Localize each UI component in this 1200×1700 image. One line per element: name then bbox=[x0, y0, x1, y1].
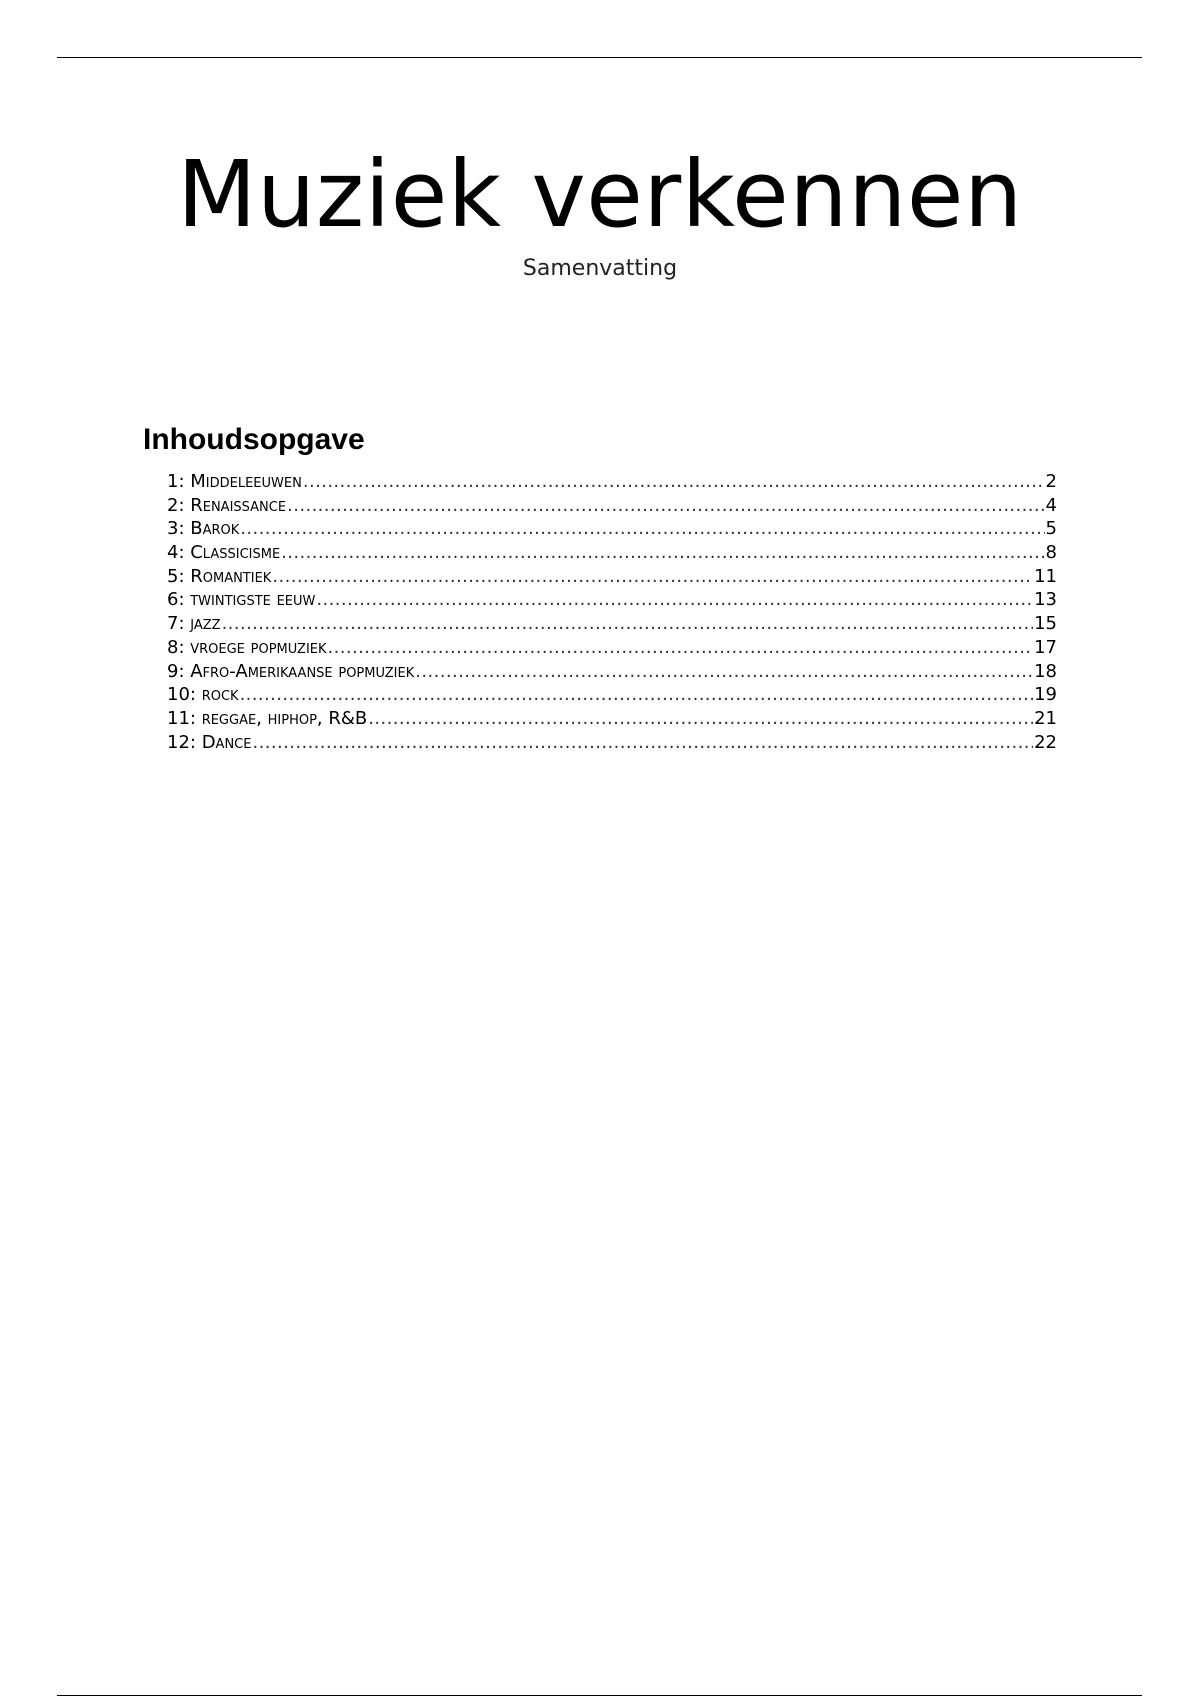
toc-entry-label: 10: rock bbox=[167, 684, 239, 706]
toc-dot-leader bbox=[252, 731, 1033, 755]
toc-entry-label: 5: Romantiek bbox=[167, 565, 272, 587]
toc-entry-label: 4: Classicisme bbox=[167, 542, 281, 564]
toc-entry-page: 4 bbox=[1045, 494, 1057, 516]
footer-rule bbox=[57, 1695, 1142, 1696]
toc-entry[interactable] bbox=[167, 636, 1057, 660]
toc-entry[interactable] bbox=[167, 494, 1057, 518]
document-subtitle: Samenvatting bbox=[522, 256, 678, 281]
toc-entry[interactable] bbox=[167, 588, 1057, 612]
toc-dot-leader bbox=[272, 565, 1033, 589]
toc-entry[interactable] bbox=[167, 660, 1057, 684]
toc-dot-leader bbox=[240, 517, 1044, 541]
toc-dot-leader bbox=[240, 683, 1034, 707]
toc-dot-leader bbox=[281, 541, 1044, 565]
toc-entry[interactable] bbox=[167, 707, 1057, 731]
toc-dot-leader bbox=[316, 588, 1033, 612]
toc-entry-page: 22 bbox=[1034, 731, 1057, 753]
toc-entry-label: 7: jazz bbox=[167, 613, 221, 635]
toc-entry-page: 5 bbox=[1045, 518, 1057, 540]
toc-entry[interactable] bbox=[167, 517, 1057, 541]
toc-dot-leader bbox=[415, 660, 1033, 684]
toc-entry[interactable] bbox=[167, 612, 1057, 636]
toc-entry-page: 19 bbox=[1034, 684, 1057, 706]
toc-entry[interactable] bbox=[167, 470, 1057, 494]
toc-entry-page: 13 bbox=[1034, 589, 1057, 611]
toc-dot-leader bbox=[303, 470, 1045, 494]
toc-entry-label: 3: Barok bbox=[167, 518, 240, 540]
toc-dot-leader bbox=[328, 636, 1034, 660]
toc-entry-page: 2 bbox=[1045, 471, 1057, 492]
toc-entry-page: 21 bbox=[1034, 707, 1057, 729]
toc-entry-label: 6: twintigste eeuw bbox=[167, 589, 316, 611]
toc-entry-page: 8 bbox=[1045, 542, 1057, 564]
header-rule bbox=[57, 57, 1142, 58]
toc-entry-page: 15 bbox=[1034, 613, 1057, 635]
table-of-contents bbox=[167, 470, 1057, 754]
toc-entry-label: 1: Middeleeuwen bbox=[167, 471, 302, 492]
toc-dot-leader bbox=[287, 494, 1044, 518]
toc-entry[interactable] bbox=[167, 565, 1057, 589]
toc-entry[interactable] bbox=[167, 541, 1057, 565]
toc-entry[interactable] bbox=[167, 731, 1057, 755]
document-title: Muziek verkennen bbox=[177, 141, 1023, 248]
toc-entry-label: 12: Dance bbox=[167, 731, 252, 753]
toc-entry-label: 9: Afro-Amerikaanse popmuziek bbox=[167, 660, 415, 682]
toc-entry-label: 11: reggae, hiphop, R&B bbox=[167, 707, 368, 729]
toc-dot-leader bbox=[222, 612, 1034, 636]
toc-entry-page: 17 bbox=[1034, 636, 1057, 658]
toc-entry-label: 2: Renaissance bbox=[167, 494, 287, 516]
toc-entry-page: 11 bbox=[1034, 565, 1057, 587]
toc-entry[interactable] bbox=[167, 683, 1057, 707]
toc-entry-page: 18 bbox=[1034, 660, 1057, 682]
toc-dot-leader bbox=[368, 707, 1033, 731]
toc-heading: Inhoudsopgave bbox=[143, 423, 365, 456]
toc-entry-label: 8: vroege popmuziek bbox=[167, 636, 327, 658]
